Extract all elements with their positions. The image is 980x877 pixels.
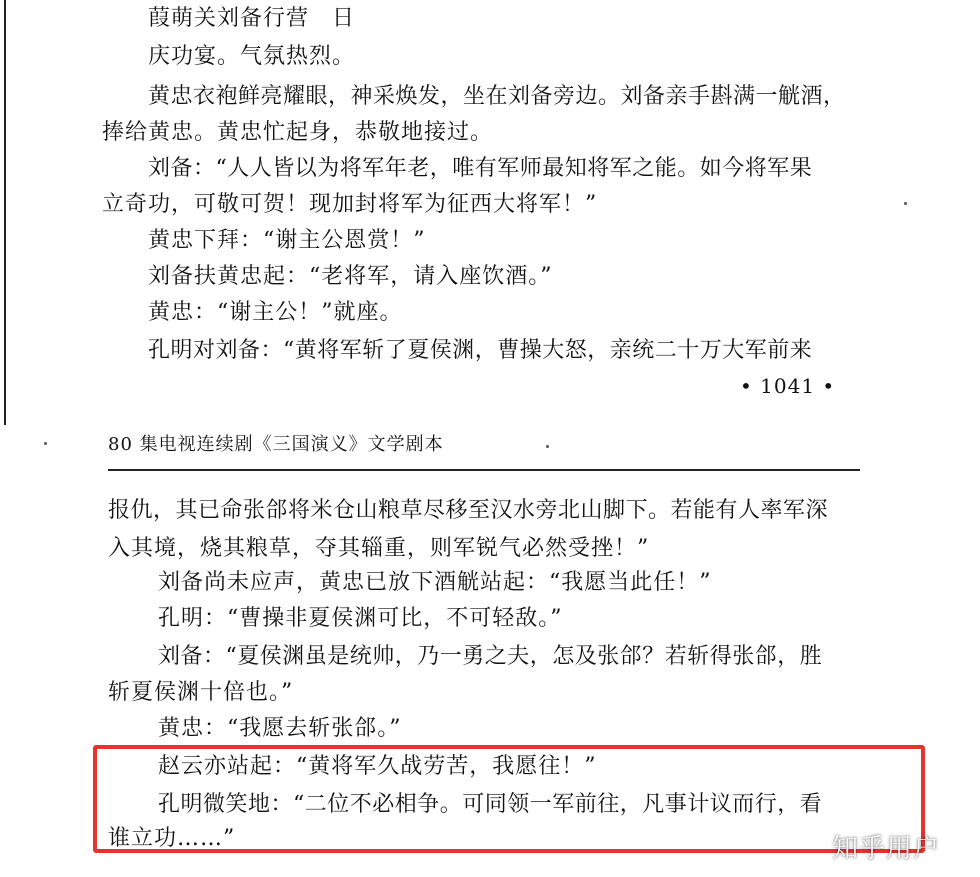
text-line: 立奇功，可敬可贺！现加封将军为征西大将军！” xyxy=(102,192,598,217)
scene-heading: 葭萌关刘备行营 日 xyxy=(148,6,356,31)
text-line: 赵云亦站起：“黄将军久战劳苦，我愿往！” xyxy=(158,754,597,779)
text-line: 黄忠衣袍鲜亮耀眼，神采焕发，坐在刘备旁边。刘备亲手斟满一觥酒， xyxy=(148,84,846,109)
text-line: 庆功宴。气氛热烈。 xyxy=(148,44,356,69)
text-line: 黄忠下拜：“谢主公恩赏！” xyxy=(148,228,426,253)
text-line: 刘备扶黄忠起：“老将军，请入座饮酒。” xyxy=(148,264,553,289)
text-line: 入其境，烧其粮草，夺其辎重，则军锐气必然受挫！” xyxy=(108,536,650,561)
scan-speck xyxy=(44,442,47,445)
page-number: • 1041 • xyxy=(740,374,836,398)
text-line: 孔明对刘备：“黄将军斩了夏侯渊，曹操大怒，亲统二十万大军前来 xyxy=(148,338,813,363)
text-line: 孔明：“曹操非夏侯渊可比，不可轻敌。” xyxy=(158,606,563,631)
highlight-box xyxy=(93,745,925,853)
watermark-text: 知乎用户 xyxy=(832,834,941,864)
text-line: 黄忠：“谢主公！”就座。 xyxy=(148,300,403,325)
page-edge-rule xyxy=(4,0,6,425)
scan-speck xyxy=(546,445,549,448)
text-line: 刘备：“人人皆以为将军年老，唯有军师最知将军之能。如今将军果 xyxy=(148,156,813,181)
upper-page xyxy=(0,0,980,425)
text-line: 黄忠：“我愿去斩张郃。” xyxy=(158,716,402,741)
text-line: 孔明微笑地：“二位不必相争。可同领一军前往，凡事计议而行，看 xyxy=(158,792,823,817)
text-line: 刘备：“夏侯渊虽是统帅，乃一勇之夫，怎及张郃？若斩得张郃，胜 xyxy=(158,644,823,669)
scan-speck xyxy=(904,202,907,205)
text-line: 捧给黄忠。黄忠忙起身，恭敬地接过。 xyxy=(102,120,494,145)
header-rule xyxy=(108,469,860,471)
running-head: 80 集电视连续剧《三国演义》文学剧本 xyxy=(108,434,444,455)
text-line: 斩夏侯渊十倍也。” xyxy=(108,680,294,705)
text-line: 谁立功……” xyxy=(108,826,236,851)
text-line: 刘备尚未应声，黄忠已放下酒觥站起：“我愿当此任！” xyxy=(158,570,712,595)
text-line: 报仇，其已命张郃将米仓山粮草尽移至汉水旁北山脚下。若能有人率军深 xyxy=(108,498,829,523)
